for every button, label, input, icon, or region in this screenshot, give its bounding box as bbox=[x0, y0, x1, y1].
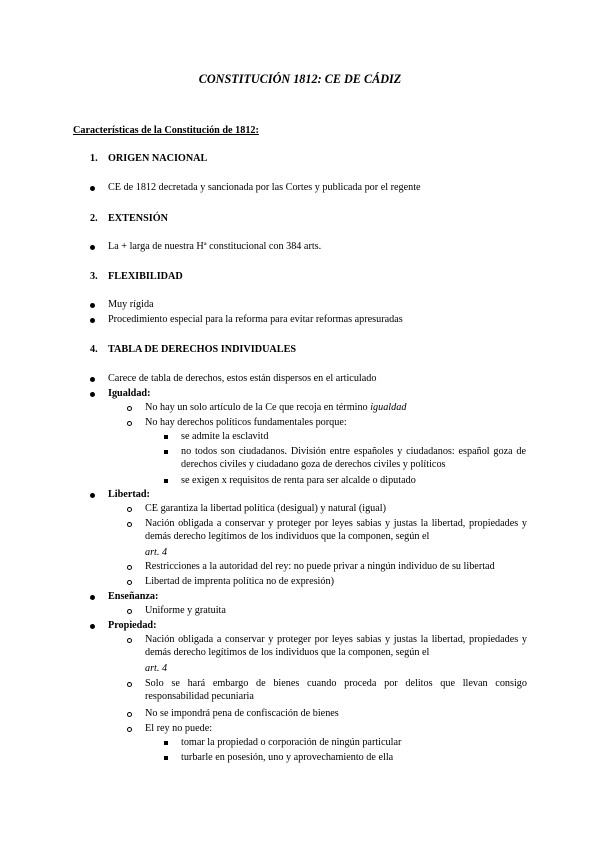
propiedad-label: Propiedad: bbox=[108, 620, 157, 631]
circle-bullet-icon bbox=[127, 406, 132, 411]
list-item: Uniforme y gratuita bbox=[145, 605, 226, 616]
section-3-number: 3. bbox=[90, 271, 98, 282]
list-item: No hay derechos políticos fundamentales porque: bbox=[145, 417, 347, 428]
square-bullet-icon bbox=[164, 435, 168, 439]
bullet-icon bbox=[90, 377, 95, 382]
list-item: Carece de tabla de derechos, estos están dispersos en el articulado bbox=[108, 373, 377, 384]
square-bullet-icon bbox=[164, 450, 168, 454]
page-title: CONSTITUCIÓN 1812: CE DE CÁDIZ bbox=[198, 72, 402, 86]
section-4-heading: TABLA DE DERECHOS INDIVIDUALES bbox=[108, 344, 297, 355]
section-3-heading: FLEXIBILIDAD bbox=[108, 271, 183, 282]
bullet-icon bbox=[90, 245, 95, 250]
list-item: turbarle en posesión, uno y aprovechamiento de ella bbox=[181, 752, 394, 763]
circle-bullet-icon bbox=[127, 609, 132, 614]
circle-bullet-icon bbox=[127, 580, 132, 585]
bullet-icon bbox=[90, 493, 95, 498]
list-item: Nación obligada a conservar y proteger por leyes sabias y justas la libertad, propiedades y demás derecho legítimos de los individuos que la componen, según el bbox=[145, 634, 527, 658]
circle-bullet-icon bbox=[127, 682, 132, 687]
article-reference: art. 4 bbox=[145, 663, 168, 674]
list-item: se admite la esclavitd bbox=[181, 431, 269, 442]
square-bullet-icon bbox=[164, 479, 168, 483]
article-reference: art. 4 bbox=[145, 547, 168, 558]
bullet-icon bbox=[90, 186, 95, 191]
bullet-icon bbox=[90, 595, 95, 600]
square-bullet-icon bbox=[164, 756, 168, 760]
section-1-heading: ORIGEN NACIONAL bbox=[108, 153, 208, 164]
square-bullet-icon bbox=[164, 741, 168, 745]
list-item: El rey no puede: bbox=[145, 723, 213, 734]
circle-bullet-icon bbox=[127, 522, 132, 527]
circle-bullet-icon bbox=[127, 638, 132, 643]
list-item: no todos son ciudadanos. División entre españoles y ciudadanos: español goza de derechos civiles y ciudadano goza de derechos civiles y políticos bbox=[181, 446, 526, 470]
libertad-label: Libertad: bbox=[108, 489, 150, 500]
list-item: Solo se hará embargo de bienes cuando proceda por delitos que llevan consigo responsabilidad pecuniaria bbox=[145, 678, 527, 702]
ensenanza-label: Enseñanza: bbox=[108, 591, 159, 602]
circle-bullet-icon bbox=[127, 565, 132, 570]
circle-bullet-icon bbox=[127, 421, 132, 426]
list-item: Libertad de imprenta política no de expresión) bbox=[145, 576, 334, 587]
list-item: Nación obligada a conservar y proteger por leyes sabias y justas la libertad, propiedades y demás derecho legítimos de los individuos que la componen, según el bbox=[145, 518, 527, 542]
list-item: tomar la propiedad o corporación de ningún particular bbox=[181, 737, 402, 748]
section-2-heading: EXTENSIÓN bbox=[108, 213, 169, 224]
list-item: La + larga de nuestra Hª constitucional con 384 arts. bbox=[108, 241, 322, 252]
bullet-icon bbox=[90, 303, 95, 308]
circle-bullet-icon bbox=[127, 507, 132, 512]
bullet-icon bbox=[90, 318, 95, 323]
list-item: No hay un solo artículo de la Ce que recoja en término igualdad bbox=[145, 402, 407, 413]
list-item: Procedimiento especial para la reforma para evitar reformas apresuradas bbox=[108, 314, 403, 325]
circle-bullet-icon bbox=[127, 712, 132, 717]
list-item: CE de 1812 decretada y sancionada por las Cortes y publicada por el regente bbox=[108, 182, 421, 193]
list-item: Restricciones a la autoridad del rey: no puede privar a ningún individuo de su libertad bbox=[145, 561, 495, 572]
section-1-number: 1. bbox=[90, 153, 98, 164]
list-item: CE garantiza la libertad política (desigual) y natural (igual) bbox=[145, 503, 387, 514]
section-4-number: 4. bbox=[90, 344, 98, 355]
list-item: Muy rígida bbox=[108, 299, 154, 310]
section-subtitle: Características de la Constitución de 1812: bbox=[73, 125, 259, 136]
circle-bullet-icon bbox=[127, 727, 132, 732]
section-2-number: 2. bbox=[90, 213, 98, 224]
bullet-icon bbox=[90, 392, 95, 397]
igualdad-label: Igualdad: bbox=[108, 388, 151, 399]
list-item: se exigen x requisitos de renta para ser alcalde o diputado bbox=[181, 475, 416, 486]
bullet-icon bbox=[90, 624, 95, 629]
list-item: No se impondrá pena de confiscación de bienes bbox=[145, 708, 339, 719]
